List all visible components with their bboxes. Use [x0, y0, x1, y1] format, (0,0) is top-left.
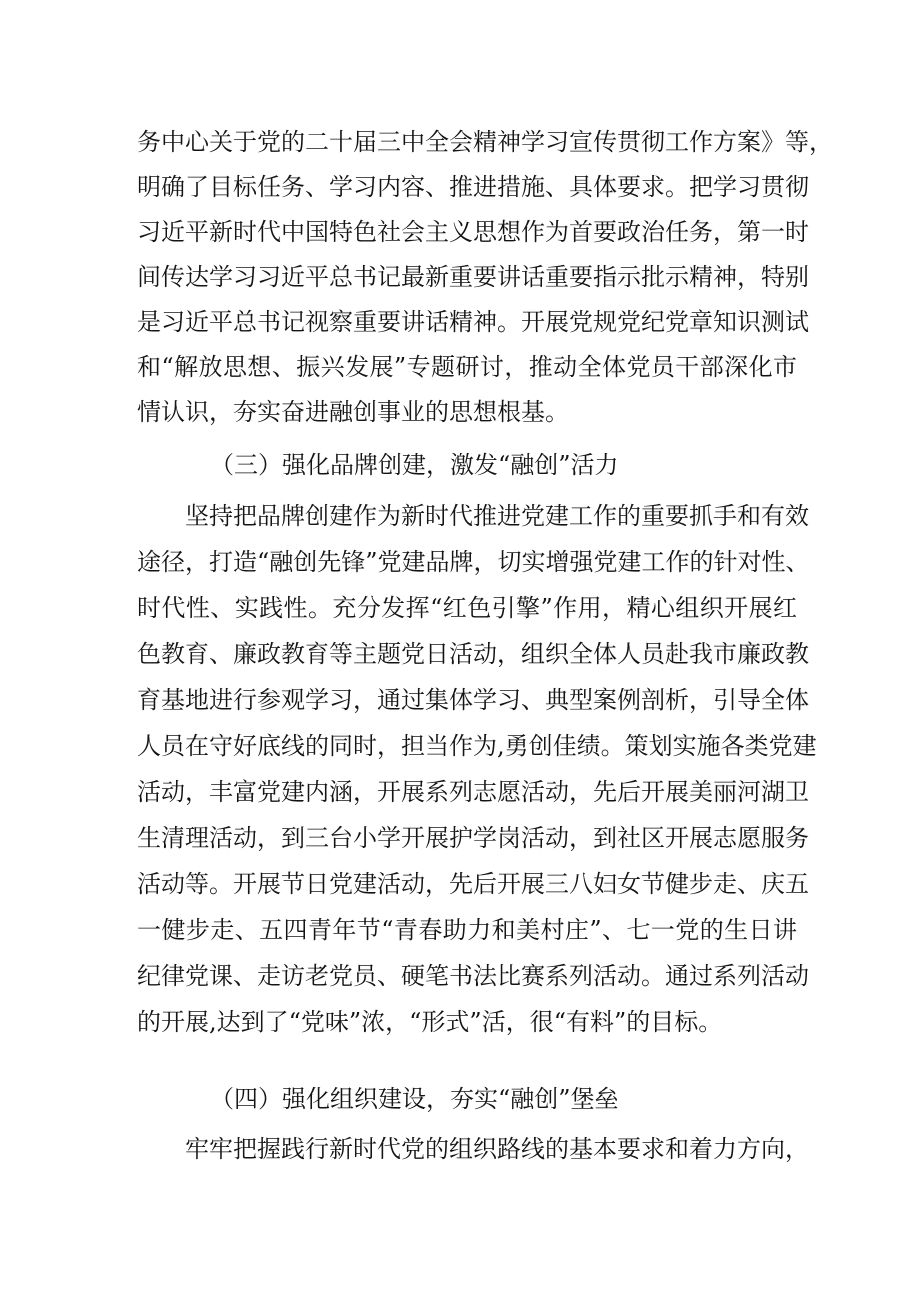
paragraph-line: 和“解放思想、振兴发展”专题研讨，推动全体党员干部深化市: [137, 353, 797, 381]
paragraph-line: 明确了目标任务、学习内容、推进措施、具体要求。把学习贯彻: [137, 173, 809, 201]
paragraph-line: 活动，丰富党建内涵，开展系列志愿活动，先后开展美丽河湖卫: [137, 778, 809, 806]
section-heading-4: （四）强化组织建设，夯实“融创”堡垒: [210, 1085, 619, 1113]
paragraph-line: 一健步走、五四青年节“青春助力和美村庄”、七一党的生日讲: [137, 916, 797, 944]
paragraph-line: 活动等。开展节日党建活动，先后开展三八妇女节健步走、庆五: [137, 870, 809, 898]
paragraph-line: 牢牢把握践行新时代党的组织路线的基本要求和着力方向，: [185, 1135, 809, 1163]
paragraph-line: 坚持把品牌创建作为新时代推进党建工作的重要抓手和有效: [185, 502, 809, 530]
paragraph-line: 情认识，夯实奋进融创事业的思想根基。: [137, 398, 569, 426]
paragraph-line: 习近平新时代中国特色社会主义思想作为首要政治任务，第一时: [137, 218, 809, 246]
paragraph-line: 人员在守好底线的同时，担当作为,勇创佳绩。策划实施各类党建: [137, 732, 817, 760]
paragraph-line: 务中心关于党的二十届三中全会精神学习宣传贯彻工作方案》等，: [137, 128, 833, 156]
paragraph-line: 的开展,达到了“党味”浓，“形式”活，很“有料”的目标。: [137, 1008, 723, 1036]
paragraph-line: 途径，打造“融创先锋”党建品牌，切实增强党建工作的针对性、: [137, 548, 810, 576]
paragraph-line: 育基地进行参观学习，通过集体学习、典型案例剖析，引导全体: [137, 686, 809, 714]
paragraph-line: 时代性、实践性。充分发挥“红色引擎”作用，精心组织开展红: [137, 594, 797, 622]
paragraph-line: 是习近平总书记视察重要讲话精神。开展党规党纪党章知识测试: [137, 308, 809, 336]
paragraph-line: 纪律党课、走访老党员、硬笔书法比赛系列活动。通过系列活动: [137, 962, 809, 990]
section-heading-3: （三）强化品牌创建，激发“融创”活力: [210, 451, 619, 479]
paragraph-line: 生清理活动，到三台小学开展护学岗活动，到社区开展志愿服务: [137, 824, 809, 852]
paragraph-line: 间传达学习习近平总书记最新重要讲话重要指示批示精神，特别: [137, 263, 809, 291]
paragraph-line: 色教育、廉政教育等主题党日活动，组织全体人员赴我市廉政教: [137, 640, 809, 668]
